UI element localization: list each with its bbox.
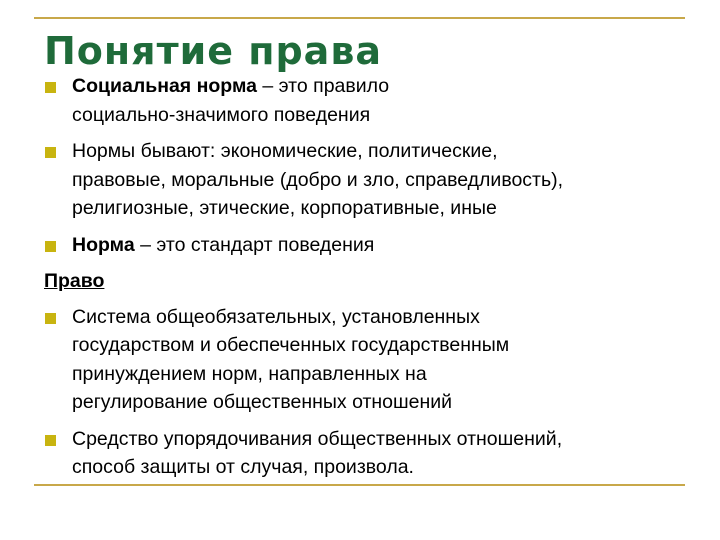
- term-bold: Норма: [72, 233, 135, 256]
- bullet-law-system: [44, 303, 694, 417]
- bullet-line: регулирование общественных отношений: [72, 391, 453, 413]
- bullet-line: [72, 72, 694, 101]
- definition-text: – это стандарт поведения: [134, 233, 375, 256]
- bullet-social-norm: [44, 72, 694, 129]
- bullet-law-means: [44, 425, 694, 482]
- square-bullet-icon: [45, 147, 56, 158]
- top-divider: [34, 17, 685, 19]
- term-bold: Социальная норма: [72, 75, 257, 97]
- bullet-line: Нормы бывают: экономические, политические,: [72, 140, 498, 162]
- bullet-line: [72, 231, 694, 260]
- bullet-line: государством и обеспеченных государственным: [72, 334, 510, 356]
- bullet-line: способ защиты от случая, произвола.: [72, 456, 414, 478]
- bullet-line: принуждением норм, направленных на: [72, 362, 427, 385]
- square-bullet-icon: [45, 82, 56, 93]
- bottom-divider: [34, 484, 685, 486]
- slide-content: [44, 72, 694, 490]
- slide-title: Понятие права: [44, 29, 383, 73]
- bullet-line: социально-значимого поведения: [72, 103, 371, 126]
- square-bullet-icon: [45, 241, 56, 252]
- bullet-line: правовые, моральные (добро и зло, справедливость),: [72, 168, 564, 191]
- bullet-line: Средство упорядочивания общественных отношений,: [72, 427, 563, 450]
- bullet-line: Система общеобязательных, установленных: [72, 305, 480, 328]
- bullet-norm-definition: [44, 231, 694, 260]
- square-bullet-icon: [45, 313, 56, 324]
- section-heading-pravo: Право: [44, 270, 105, 292]
- bullet-norm-types: [44, 137, 694, 223]
- bullet-line: религиозные, этические, корпоративные, иные: [72, 197, 497, 219]
- square-bullet-icon: [45, 435, 56, 446]
- definition-text: – это правило: [256, 75, 390, 97]
